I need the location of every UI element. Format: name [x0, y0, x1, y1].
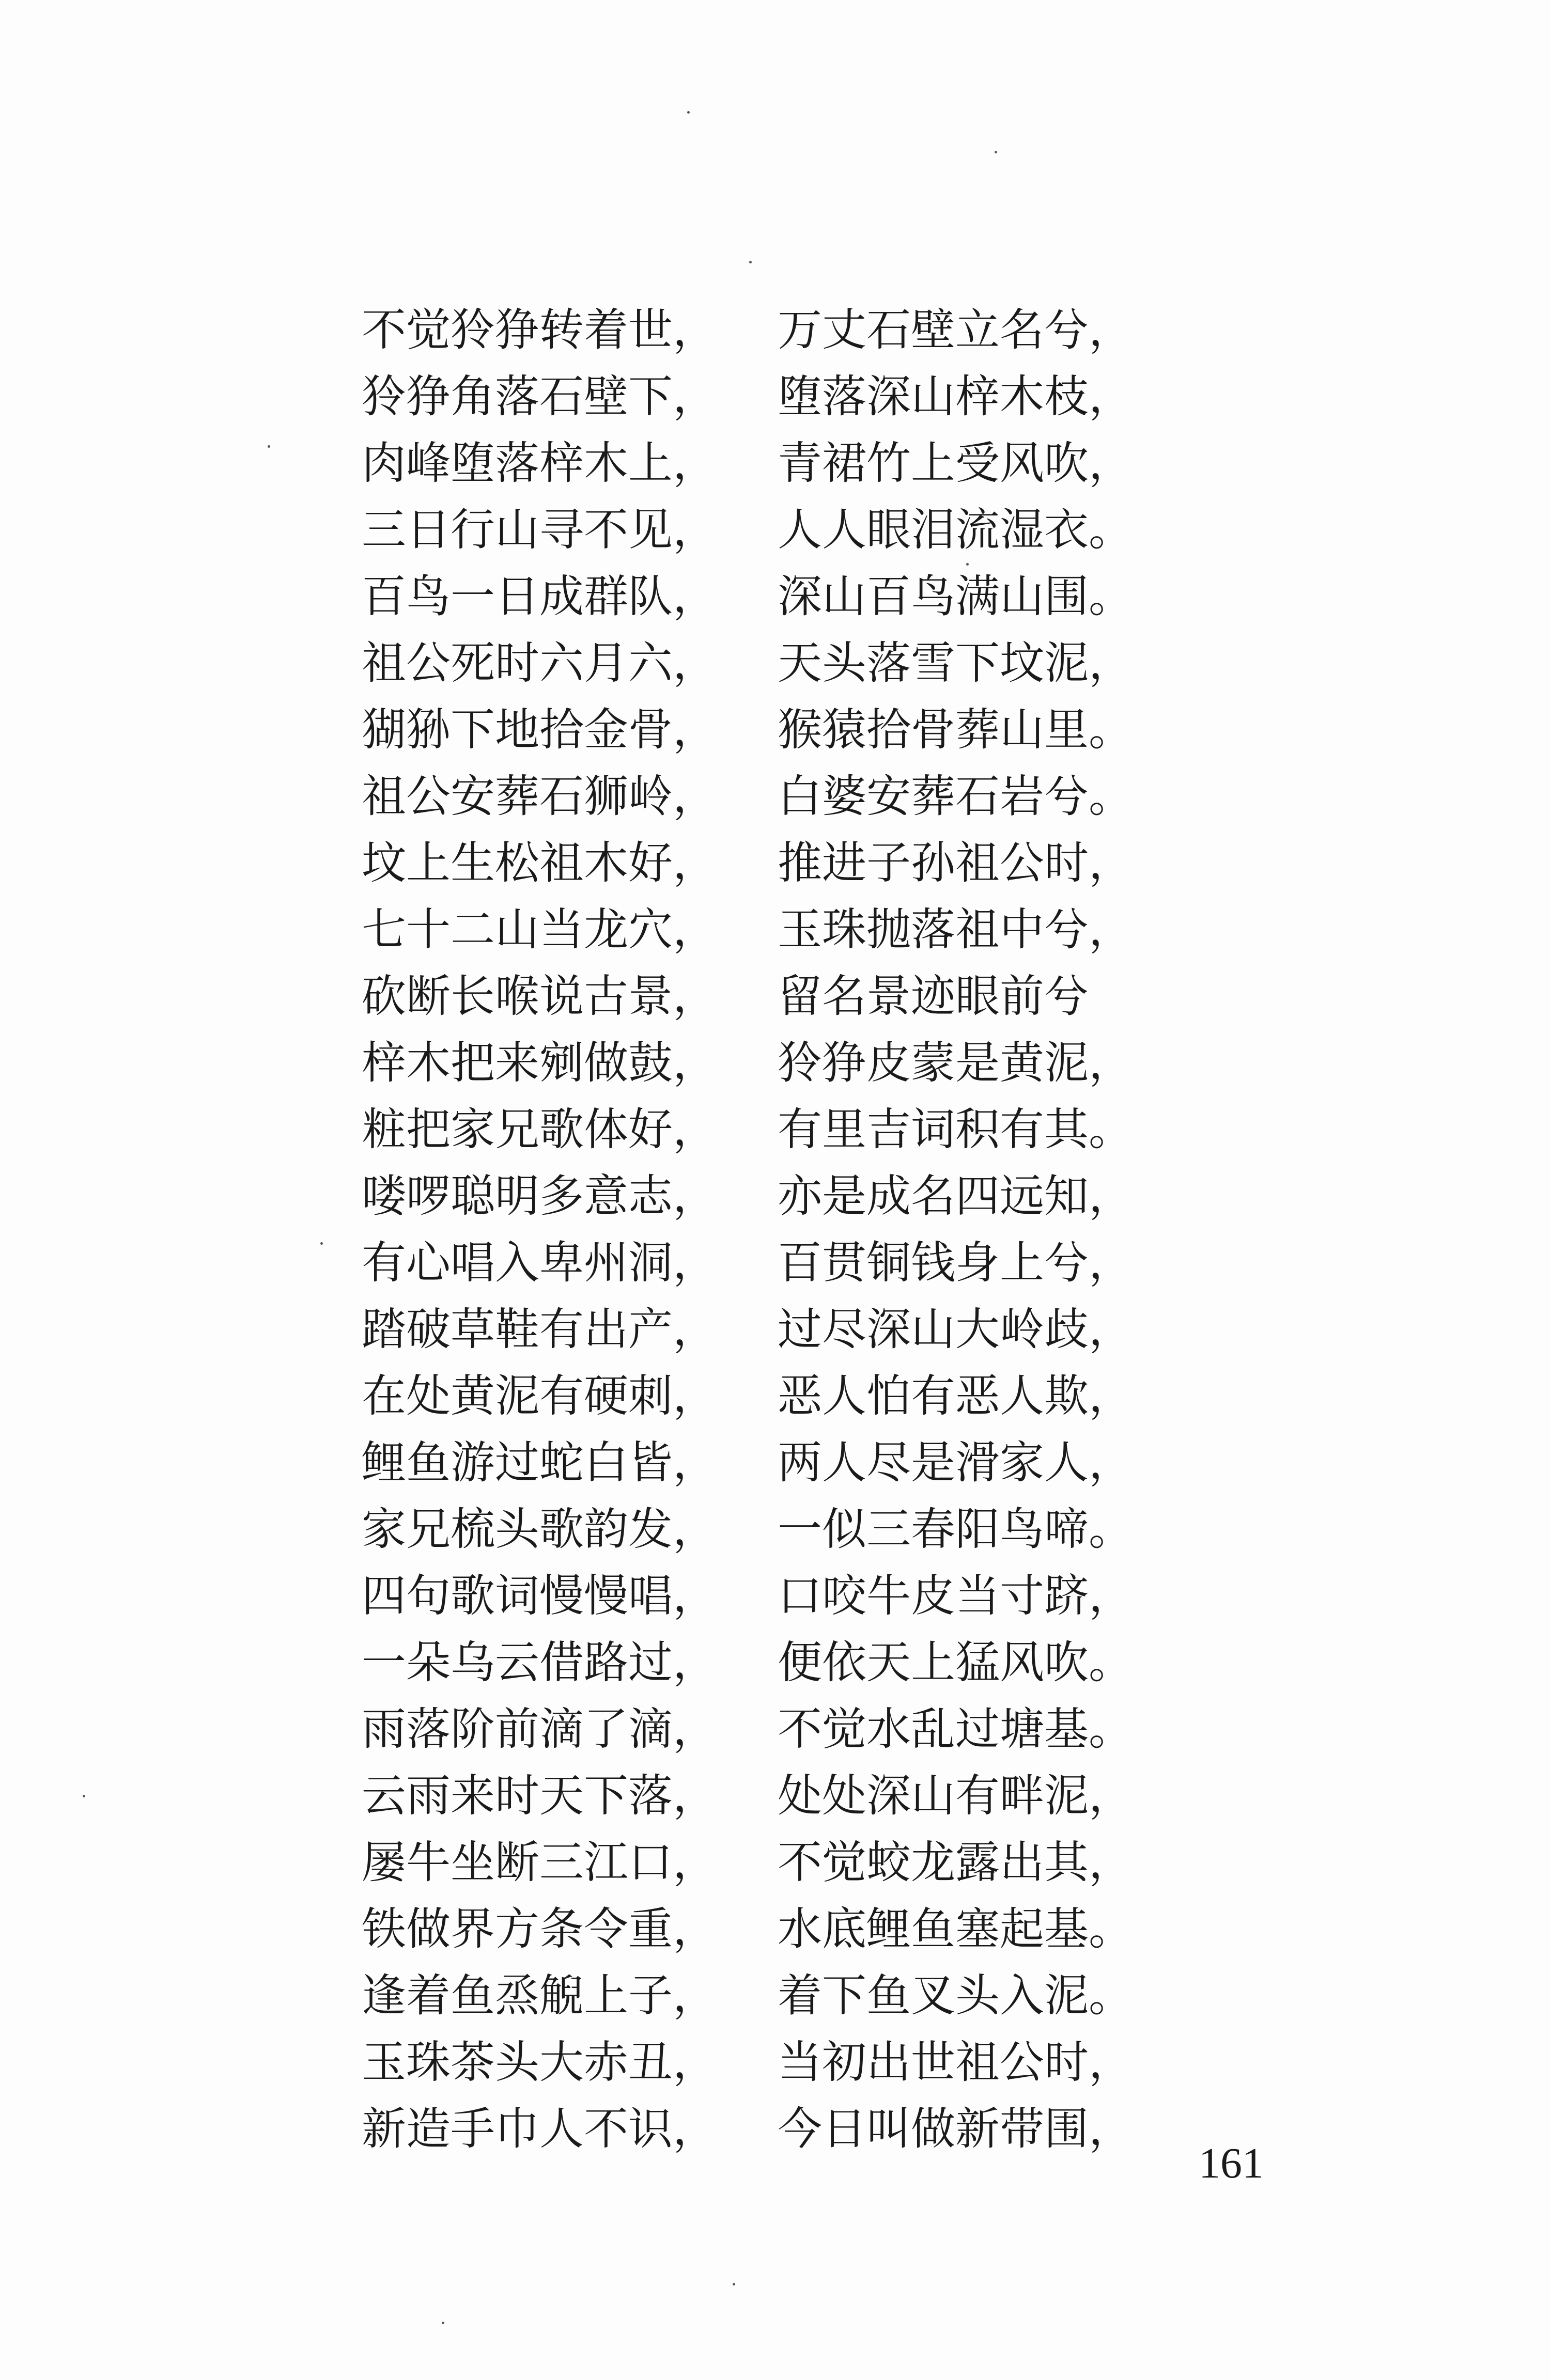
poem-line-right: 狑狰皮蒙是黄泥，	[778, 1037, 1133, 1089]
poem-line	[362, 1363, 1188, 1430]
poem-line-left: 鲤鱼游过蛇白皆，	[362, 1437, 717, 1489]
poem-body	[362, 297, 1188, 2163]
poem-line	[362, 630, 1188, 697]
poem-line-right: 猴猿拾骨葬山里。	[778, 704, 1133, 756]
poem-line-right: 着下鱼叉头入泥。	[778, 1970, 1133, 2022]
poem-line-right: 水底鲤鱼塞起基。	[778, 1903, 1133, 1955]
poem-line-left: 在处黄泥有硬刺，	[362, 1370, 717, 1422]
poem-line-right: 两人尽是滑家人，	[778, 1437, 1133, 1489]
poem-line-left: 祖公安葬石狮岭，	[362, 771, 717, 822]
scan-speck	[995, 151, 997, 153]
poem-line-left: 七十二山当龙穴，	[362, 904, 717, 956]
poem-line-right: 口咬牛皮当寸跻，	[778, 1570, 1133, 1622]
scan-speck	[687, 111, 690, 114]
poem-line-left: 梓木把来剜做鼓，	[362, 1037, 717, 1089]
poem-line	[362, 1496, 1188, 1563]
poem-line-left: 玉珠茶头大赤丑，	[362, 2037, 717, 2088]
poem-line	[362, 1097, 1188, 1163]
poem-line-left: 三日行山寻不见，	[362, 504, 717, 556]
scan-speck	[733, 2283, 735, 2285]
poem-line-left: 喽啰聪明多意志，	[362, 1170, 717, 1222]
poem-line-left: 粧把家兄歌体好，	[362, 1104, 717, 1155]
poem-line	[362, 497, 1188, 563]
poem-line-right: 天头落雪下坟泥，	[778, 637, 1133, 689]
poem-line-right: 当初出世祖公时，	[778, 2037, 1133, 2088]
poem-line-right: 有里吉词积有其。	[778, 1104, 1133, 1155]
poem-line-right: 不觉水乱过塘基。	[778, 1703, 1133, 1755]
poem-line-right: 便依天上猛风吹。	[778, 1637, 1133, 1688]
poem-line	[362, 1563, 1188, 1630]
poem-line-right: 一似三春阳鸟啼。	[778, 1504, 1133, 1555]
poem-line	[362, 2096, 1188, 2163]
poem-line-left: 四句歌词慢慢唱，	[362, 1570, 717, 1622]
poem-line-right: 推进子孙祖公时，	[778, 837, 1133, 889]
scan-speck	[320, 1242, 323, 1245]
poem-line-left: 祖公死时六月六，	[362, 637, 717, 689]
poem-line	[362, 1696, 1188, 1763]
scan-speck	[749, 261, 752, 263]
poem-line-right: 白婆安葬石岩兮。	[778, 771, 1133, 822]
poem-line-left: 百鸟一日成群队，	[362, 571, 717, 622]
poem-line	[362, 1896, 1188, 1963]
poem-line-right: 百贯铜钱身上兮，	[778, 1237, 1133, 1289]
poem-line-right: 亦是成名四远知，	[778, 1170, 1133, 1222]
poem-line-left: 一朵乌云借路过，	[362, 1637, 717, 1688]
poem-line-right: 青裙竹上受风吹，	[778, 437, 1133, 489]
poem-line	[362, 830, 1188, 897]
poem-line-left: 雨落阶前滴了滴，	[362, 1703, 717, 1755]
poem-line	[362, 763, 1188, 830]
poem-line	[362, 1430, 1188, 1496]
poem-line-right: 堕落深山梓木枝，	[778, 371, 1133, 422]
poem-line-right: 人人眼泪流湿衣。	[778, 504, 1133, 556]
poem-line	[362, 364, 1188, 430]
poem-line	[362, 697, 1188, 763]
poem-line	[362, 563, 1188, 630]
poem-line-left: 踏破草鞋有出产，	[362, 1304, 717, 1355]
poem-line	[362, 1163, 1188, 1230]
poem-line-right: 恶人怕有恶人欺，	[778, 1370, 1133, 1422]
poem-line-right: 万丈石壁立名兮，	[778, 304, 1133, 356]
poem-line-left: 砍断长喉说古景，	[362, 970, 717, 1022]
scan-speck	[442, 2322, 444, 2324]
poem-line	[362, 1630, 1188, 1696]
poem-line-right: 玉珠抛落祖中兮，	[778, 904, 1133, 956]
poem-line-left: 不觉狑狰转着世，	[362, 304, 717, 356]
poem-line-right: 今日叫做新带围，	[778, 2103, 1133, 2155]
scan-speck	[268, 445, 270, 448]
poem-line-left: 屡牛坐断三江口，	[362, 1837, 717, 1888]
poem-line-left: 猢狲下地拾金骨，	[362, 704, 717, 756]
scan-speck	[83, 1795, 85, 1797]
poem-line-left: 有心唱入卑州洞，	[362, 1237, 717, 1289]
poem-line	[362, 1763, 1188, 1829]
poem-line	[362, 2029, 1188, 2096]
poem-line-right: 处处深山有畔泥，	[778, 1770, 1133, 1822]
poem-line	[362, 1230, 1188, 1296]
poem-line	[362, 430, 1188, 497]
poem-line	[362, 1963, 1188, 2029]
poem-line-left: 逢着鱼烝觬上子，	[362, 1970, 717, 2022]
poem-line-left: 家兄梳头歌韵发，	[362, 1504, 717, 1555]
poem-line-left: 狑狰角落石壁下，	[362, 371, 717, 422]
poem-line-left: 新造手巾人不识，	[362, 2103, 717, 2155]
poem-line	[362, 1829, 1188, 1896]
poem-line	[362, 297, 1188, 364]
poem-line-left: 铁做界方条令重，	[362, 1903, 717, 1955]
poem-line-left: 肉峰堕落梓木上，	[362, 437, 717, 489]
poem-line-right: 过尽深山大岭歧，	[778, 1304, 1133, 1355]
poem-line	[362, 963, 1188, 1030]
poem-line-right: 深山百鸟满山围。	[778, 571, 1133, 622]
poem-line	[362, 1030, 1188, 1097]
poem-line-left: 云雨来时天下落，	[362, 1770, 717, 1822]
poem-line-left: 坟上生松祖木好，	[362, 837, 717, 889]
poem-line-right: 留名景迹眼前兮	[778, 970, 1089, 1022]
poem-line	[362, 897, 1188, 963]
page-number: 161	[1199, 2139, 1264, 2187]
poem-line-right: 不觉蛟龙露出其，	[778, 1837, 1133, 1888]
poem-line	[362, 1296, 1188, 1363]
